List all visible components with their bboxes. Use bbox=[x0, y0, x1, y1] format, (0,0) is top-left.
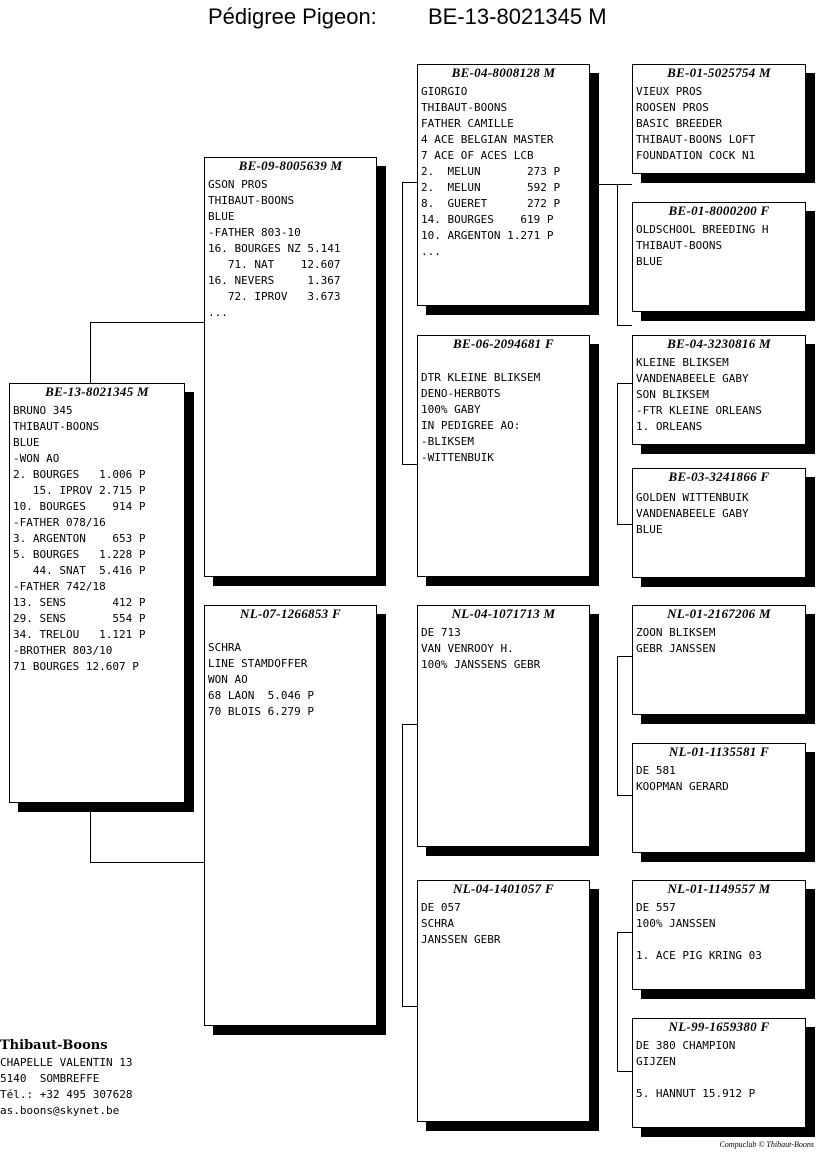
detail-line bbox=[636, 932, 803, 948]
detail-line: 44. SNAT 5.416 P bbox=[13, 564, 146, 577]
connector bbox=[90, 322, 91, 383]
pigeon-details bbox=[636, 355, 803, 435]
detail-line: VANDENABEELE GABY bbox=[636, 372, 749, 385]
detail-line: 29. SENS 554 P bbox=[13, 612, 146, 625]
connector bbox=[402, 182, 417, 183]
detail-line: -FATHER 078/16 bbox=[13, 516, 106, 529]
ring-number: NL-04-1071713 M bbox=[451, 606, 556, 621]
detail-line: GSON PROS bbox=[208, 178, 268, 191]
detail-line: GEBR JANSSEN bbox=[636, 642, 716, 655]
pigeon-card-sdd[interactable] bbox=[632, 468, 806, 578]
pigeon-details bbox=[208, 177, 374, 321]
detail-line: DE 557 bbox=[636, 901, 676, 914]
detail-line: VIEUX PROS bbox=[636, 85, 703, 98]
detail-line: BLUE bbox=[636, 255, 663, 268]
detail-line: ... bbox=[208, 306, 228, 319]
connector bbox=[617, 656, 632, 657]
detail-line: 71 BOURGES 12.607 P bbox=[13, 660, 139, 673]
ring-number: NL-04-1401057 F bbox=[453, 881, 554, 896]
connector bbox=[617, 383, 618, 524]
pigeon-card-dam-sire[interactable] bbox=[417, 605, 590, 847]
pigeon-details bbox=[636, 84, 803, 164]
breeder-name: Thibaut-Boons bbox=[0, 1038, 108, 1053]
detail-line: THIBAUT-BOONS LOFT bbox=[636, 133, 756, 146]
detail-line: ROOSEN PROS bbox=[636, 101, 709, 114]
detail-line: 100% JANSSEN bbox=[636, 917, 716, 930]
detail-line: 5. HANNUT 15.912 P bbox=[636, 1087, 756, 1100]
detail-line bbox=[636, 1070, 803, 1086]
connector bbox=[617, 656, 618, 795]
detail-line: DTR KLEINE BLIKSEM bbox=[421, 371, 541, 384]
detail-line: OLDSCHOOL BREEDING H bbox=[636, 223, 769, 236]
detail-line: 1. ORLEANS bbox=[636, 420, 703, 433]
pigeon-details bbox=[421, 900, 587, 948]
pigeon-details bbox=[421, 370, 587, 466]
detail-line: ... bbox=[421, 245, 441, 258]
detail-line: JANSSEN GEBR bbox=[421, 933, 501, 946]
pigeon-card-sds[interactable] bbox=[632, 335, 806, 445]
breeder-address-line: CHAPELLE VALENTIN 13 bbox=[0, 1056, 133, 1069]
detail-line: 100% GABY bbox=[421, 403, 481, 416]
connector bbox=[617, 383, 632, 384]
detail-line: FATHER CAMILLE bbox=[421, 117, 514, 130]
detail-line: -FATHER 803-10 bbox=[208, 226, 301, 239]
detail-line: 16. BOURGES NZ 5.141 bbox=[208, 242, 341, 255]
ring-number: NL-99-1659380 F bbox=[668, 1019, 770, 1034]
breeder-address-line: 5140 SOMBREFFE bbox=[0, 1072, 100, 1085]
pigeon-details bbox=[636, 1038, 803, 1102]
detail-line: KOOPMAN GERARD bbox=[636, 780, 729, 793]
detail-line: -FTR KLEINE ORLEANS bbox=[636, 404, 762, 417]
pigeon-details bbox=[636, 490, 803, 538]
detail-line: 100% JANSSENS GEBR bbox=[421, 658, 541, 671]
detail-line: BRUNO 345 bbox=[13, 404, 73, 417]
pigeon-card-ssd[interactable] bbox=[632, 202, 806, 312]
pigeon-details bbox=[208, 640, 374, 720]
detail-line: IN PEDIGREE AO: bbox=[421, 419, 521, 432]
pigeon-card-dds[interactable] bbox=[632, 880, 806, 990]
ring-number: NL-01-1149557 M bbox=[667, 881, 771, 896]
title-label: Pédigree Pigeon: bbox=[208, 4, 377, 29]
detail-line: 7 ACE OF ACES LCB bbox=[421, 149, 534, 162]
detail-line: KLEINE BLIKSEM bbox=[636, 356, 729, 369]
connector bbox=[617, 184, 618, 325]
connector bbox=[402, 464, 417, 465]
breeder-phone: Tél.: +32 495 307628 bbox=[0, 1088, 133, 1101]
pigeon-card-dss[interactable] bbox=[632, 605, 806, 715]
connector bbox=[597, 184, 632, 185]
detail-line: THIBAUT-BOONS bbox=[636, 239, 723, 252]
connector bbox=[402, 724, 403, 1006]
detail-line: 71. NAT 12.607 bbox=[208, 258, 341, 271]
breeder-info bbox=[0, 1036, 200, 1119]
software-credit: Compuclub © Thibaut-Boons bbox=[719, 1140, 814, 1149]
connector bbox=[617, 795, 632, 796]
pigeon-card-sire-sire[interactable] bbox=[417, 64, 590, 306]
ring-number: BE-01-8000200 F bbox=[668, 203, 770, 218]
detail-line: DE 713 bbox=[421, 626, 461, 639]
detail-line: SON BLIKSEM bbox=[636, 388, 709, 401]
detail-line: 13. SENS 412 P bbox=[13, 596, 146, 609]
detail-line: THIBAUT-BOONS bbox=[421, 101, 508, 114]
pigeon-details bbox=[421, 625, 587, 673]
connector bbox=[402, 1006, 417, 1007]
ring-number: BE-13-8021345 M bbox=[45, 384, 149, 399]
pigeon-details bbox=[636, 900, 803, 964]
detail-line: GOLDEN WITTENBUIK bbox=[636, 491, 749, 504]
connector bbox=[617, 325, 632, 326]
detail-line: BLUE bbox=[636, 523, 663, 536]
detail-line: -WON AO bbox=[13, 452, 60, 465]
connector bbox=[617, 932, 632, 933]
detail-line: THIBAUT-BOONS bbox=[13, 420, 100, 433]
pigeon-card-ddd[interactable] bbox=[632, 1018, 806, 1128]
pigeon-details bbox=[13, 403, 182, 675]
ring-number: NL-01-1135581 F bbox=[668, 744, 770, 759]
connector bbox=[90, 862, 204, 863]
detail-line: 10. ARGENTON 1.271 P bbox=[421, 229, 554, 242]
detail-line: 68 LAON 5.046 P bbox=[208, 689, 314, 702]
connector bbox=[402, 182, 403, 464]
ring-number: NL-07-1266853 F bbox=[240, 606, 341, 621]
detail-line: 15. IPROV 2.715 P bbox=[13, 484, 146, 497]
detail-line: 5. BOURGES 1.228 P bbox=[13, 548, 146, 561]
ring-number: BE-09-8005639 M bbox=[238, 158, 343, 173]
detail-line: -FATHER 742/18 bbox=[13, 580, 106, 593]
connector bbox=[90, 802, 91, 862]
detail-line: 8. GUERET 272 P bbox=[421, 197, 561, 210]
detail-line: WON AO bbox=[208, 673, 248, 686]
ring-number: BE-04-8008128 M bbox=[451, 65, 556, 80]
connector bbox=[402, 724, 417, 725]
pigeon-card-sire[interactable] bbox=[204, 157, 377, 577]
detail-line: DE 380 CHAMPION bbox=[636, 1039, 736, 1052]
detail-line: SCHRA bbox=[208, 641, 242, 654]
detail-line: ZOON BLIKSEM bbox=[636, 626, 716, 639]
detail-line: 14. BOURGES 619 P bbox=[421, 213, 554, 226]
page-title bbox=[0, 4, 816, 34]
detail-line: -BROTHER 803/10 bbox=[13, 644, 113, 657]
detail-line: 34. TRELOU 1.121 P bbox=[13, 628, 146, 641]
pigeon-card-dam-dam[interactable] bbox=[417, 880, 590, 1122]
pigeon-card-sss[interactable] bbox=[632, 64, 806, 174]
detail-line: DENO-HERBOTS bbox=[421, 387, 501, 400]
pigeon-details bbox=[636, 625, 803, 657]
pigeon-details bbox=[636, 222, 803, 270]
detail-line: 70 BLOIS 6.279 P bbox=[208, 705, 314, 718]
detail-line: 2. MELUN 592 P bbox=[421, 181, 561, 194]
detail-line: 72. IPROV 3.673 bbox=[208, 290, 341, 303]
detail-line: BASIC BREEDER bbox=[636, 117, 723, 130]
detail-line: GIJZEN bbox=[636, 1055, 676, 1068]
pigeon-details bbox=[421, 84, 587, 260]
detail-line: DE 581 bbox=[636, 764, 676, 777]
pigeon-card-subject[interactable] bbox=[9, 383, 185, 803]
connector bbox=[90, 322, 204, 323]
detail-line: BLUE bbox=[208, 210, 235, 223]
detail-line: 2. BOURGES 1.006 P bbox=[13, 468, 146, 481]
detail-line: -WITTENBUIK bbox=[421, 451, 494, 464]
ring-number: BE-06-2094681 F bbox=[453, 336, 554, 351]
detail-line: 10. BOURGES 914 P bbox=[13, 500, 146, 513]
detail-line: 16. NEVERS 1.367 bbox=[208, 274, 341, 287]
detail-line: 2. MELUN 273 P bbox=[421, 165, 561, 178]
connector bbox=[617, 932, 618, 1071]
detail-line: LINE STAMDOFFER bbox=[208, 657, 308, 670]
detail-line: SCHRA bbox=[421, 917, 455, 930]
detail-line: THIBAUT-BOONS bbox=[208, 194, 295, 207]
detail-line: BLUE bbox=[13, 436, 40, 449]
detail-line: GIORGIO bbox=[421, 85, 468, 98]
detail-line: 4 ACE BELGIAN MASTER bbox=[421, 133, 554, 146]
title-ring-number: BE-13-8021345 M bbox=[428, 4, 607, 29]
pigeon-details bbox=[636, 763, 803, 795]
connector bbox=[617, 1071, 632, 1072]
detail-line: FOUNDATION COCK N1 bbox=[636, 149, 756, 162]
pigeon-card-dam[interactable] bbox=[204, 605, 377, 1026]
detail-line: 1. ACE PIG KRING 03 bbox=[636, 949, 762, 962]
ring-number: BE-04-3230816 M bbox=[667, 336, 771, 351]
connector bbox=[617, 524, 632, 525]
pigeon-card-dsd[interactable] bbox=[632, 743, 806, 853]
ring-number: BE-01-5025754 M bbox=[667, 65, 771, 80]
detail-line: -BLIKSEM bbox=[421, 435, 474, 448]
detail-line: VANDENABEELE GABY bbox=[636, 507, 749, 520]
detail-line: VAN VENROOY H. bbox=[421, 642, 514, 655]
breeder-email: as.boons@skynet.be bbox=[0, 1104, 120, 1117]
detail-line: DE 057 bbox=[421, 901, 461, 914]
ring-number: NL-01-2167206 M bbox=[667, 606, 771, 621]
pigeon-card-sire-dam[interactable] bbox=[417, 335, 590, 577]
ring-number: BE-03-3241866 F bbox=[668, 469, 770, 484]
detail-line: 3. ARGENTON 653 P bbox=[13, 532, 146, 545]
